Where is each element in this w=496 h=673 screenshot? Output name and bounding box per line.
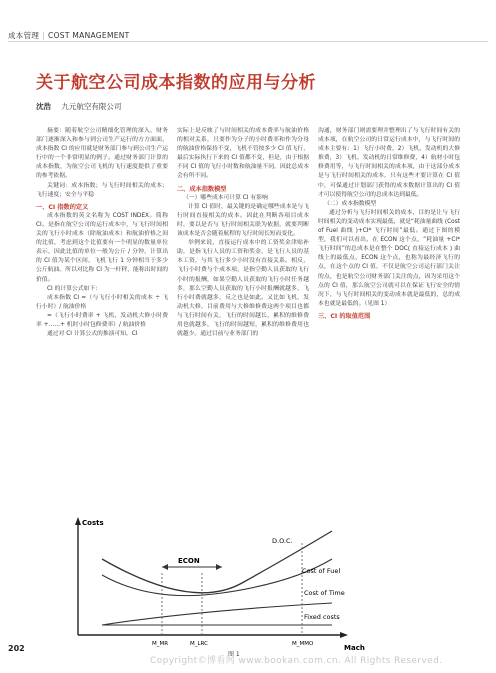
series-doc-curve [102, 531, 332, 593]
subsection-heading: （二）成本指数模型 [324, 200, 377, 207]
series-time-curve [102, 603, 332, 625]
x-axis-label: Mach [344, 644, 365, 652]
text-column-3 [318, 127, 460, 321]
author-name: 沈浩 [36, 102, 51, 111]
figure-caption: 图 1 [228, 651, 240, 658]
article-title: 关于航空公司成本指数的应用与分析 [36, 73, 316, 93]
text-column-2 [177, 127, 309, 339]
y-axis-label: Costs [82, 519, 104, 527]
paragraph: 成本指数的英文名称为 COST INDEX。简称 CI。是指在航空公司的运行成本中，与飞行时间相关的飞行小时成本（除航油成本）和航油价格之间的比值，考虑到这个比值要有一个明显的数量单位表示，因此比值的单位一般为公斤 / 分钟，计算出的 CI 值为某个区间，飞机飞行 1 分钟相当于多少公斤航油。所以对比称 CI 为一杆秤，能称出时间的价值。 [36, 212, 168, 283]
econ-label: ECON [178, 557, 200, 565]
section-cn: 成本管理 [8, 31, 40, 40]
copyright-watermark: Copyright©博看网 www.bookan.com.cn. All Rights Reserved. [150, 656, 443, 666]
section-en: COST MANAGEMENT [48, 31, 130, 40]
section-header: 成本管理 | COST MANAGEMENT [8, 31, 130, 40]
header-divider [8, 41, 488, 42]
paragraph: CI 的计算公式如下： [47, 285, 101, 292]
tick-mlrc-label: M_LRC [190, 641, 208, 647]
author-org: 九元航空有限公司 [61, 102, 122, 111]
paragraph: 通过分析与飞行时间相关的成本，目的是让与飞行时间相关的变动成本实现最低，就是“耗油量曲线 (Cost of Fuel 曲线 )+CI* 飞行时间”最低。通过下图的模型，我们可以看出，在 ECON 这个点，“耗油量 +CI* 飞行时间”的总成本是在整个 DOC( 直接运行成本 ) 曲线上的最低点，ECON 这个点，也称为最经济飞行的点，在这个点的 CI 值，不仅是航空公司运行部门关注的点，也是航空公司财务部门关注的点，因为采用这个点的 CI 值，那么航空公司就可以在保证飞行安全的情况下，与飞行时间相关的变动成本就是最低的，总的成本也就是最低的。（见图 1） [318, 209, 460, 307]
subsection-heading: （一）哪些成本可计算 CI 有影响 [183, 194, 268, 201]
econ-annotation [162, 557, 222, 570]
text-column-1 [36, 127, 168, 339]
page-number: 202 [8, 644, 25, 653]
series-doc-label: D.O.C. [272, 537, 293, 545]
series-fixed-label: Fixed costs [304, 613, 340, 621]
paragraph: 实际上是反映了与时间相关的成本费率与航油价格的相对关系，只要作为分子的小时费率和作为分母的航油价格保持不变，飞机不管按多少 CI 值飞行，最后实际执行下来的 CI 值都不变，但是，由于根据不同 CI 值的飞行小时数和航油量不同，因此总成本会有所不同。 [177, 128, 309, 180]
econ-cost-chart [42, 513, 432, 663]
section-heading: 三、CI 的取值范围 [318, 312, 371, 320]
paragraph: 成本指数 CI =（与飞行小时相关的成本 ÷ 飞行小时）/ 航油价格 [36, 294, 168, 310]
series-fuel-label: Cost of Fuel [302, 567, 341, 575]
paragraph: 举例来说，直接运行成本中的工资奖金津贴补助，是指飞行人员的工资和奖金，是飞行人员的基本工资，与其飞行多少小时没有直接关系。相反，飞行小时费与个成本项，是指空勤人员获取的飞行小时的报酬，如果空勤人员获取的飞行小时任务越多，那么空勤人员获取的飞行小时报酬就越多，飞行小时费就越多，反之也是如此。又比如飞机，发动机大修，目前费用与大修维修费这两个项目也都与飞行时间有关，飞行的时间越长，累积的维修费用也就越多，飞行的时间越短，累积的维修费用也就越少。通过目前与业务部门的 [177, 240, 309, 338]
section-heading: 一、CI 指数的定义 [36, 203, 89, 211]
paragraph: =（飞行小时费率 + 飞机、发动机大修小时费率 +……+ 机时小时包修费率）/ 航油价格 [36, 312, 168, 328]
paragraph: 摘要：随着航空公司精细化管理的深入，财务部门逐渐深入和参与到公司生产运行的方方面面，成本指数 CI 的应用就是财务部门参与到公司生产运行中的一个非常明显的例子。通过财务部门计算的成本指数，为航空公司飞机的飞行速度提供了重要的参考依据。 [36, 128, 168, 180]
paragraph: 关键词：成本指数；与飞行时间相关的成本；飞行速度；安全与平稳 [36, 182, 168, 198]
tick-mmr-label: M_MR [152, 641, 169, 647]
paragraph: 通过对 CI 计算公式的推演可知，CI [47, 331, 138, 338]
section-heading: 二、成本指数模型 [177, 185, 227, 193]
paragraph: 沟通，财务部门则需要理并整理出了与飞行时间有关的成本项，在航空公司的日常运行成本中，与飞行时间的成本主要有：1）飞行小时费，2）飞机、发动机的大修推费，3）飞机、发动机的日常维修费，4）航材小时包修费用等，与飞行时间相关的成本项，由于这部分成本是与飞行时间相关的成本，只有这些才要计算在 CI 值中，可保通过计划部门获得的成本数据计算出的 CI 值才可以使得航空公司的总成本达到最低。 [318, 128, 460, 198]
author-line [36, 101, 121, 112]
tick-mmo-label: M_MMO [292, 641, 314, 647]
paragraph: 计算 CI 值时，最关键的是确定哪些成本是与飞行时间直接相关的成本。因此在判断各项目成本时，要以是否与飞行时间相关联为依据，就要判断该成本是否会随着航程的飞行时间长短而变化。 [177, 203, 309, 238]
series-time-label: Cost of Time [304, 589, 345, 597]
